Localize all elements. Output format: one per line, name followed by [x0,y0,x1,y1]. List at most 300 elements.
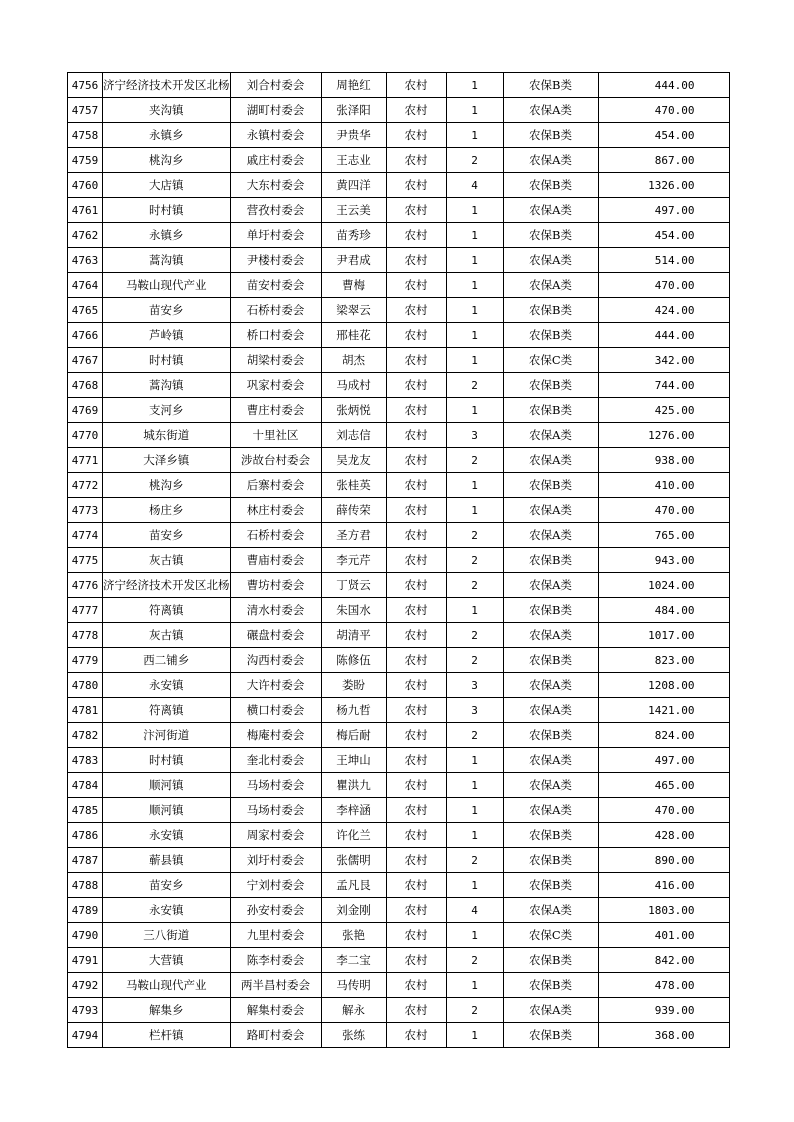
cell-row-number: 4769 [68,398,103,423]
cell-insurance-category: 农保A类 [503,523,598,548]
cell-amount: 368.00 [598,1023,729,1048]
data-table-container [67,72,730,1048]
cell-amount: 470.00 [598,798,729,823]
cell-village-committee: 梅庵村委会 [230,723,321,748]
table-row [68,323,730,348]
cell-recipient-name: 刘金刚 [321,898,386,923]
cell-amount: 1276.00 [598,423,729,448]
table-row [68,848,730,873]
cell-village-committee: 两半昌村委会 [230,973,321,998]
cell-amount: 1421.00 [598,698,729,723]
cell-village-committee: 永镇村委会 [230,123,321,148]
cell-family-size: 1 [446,248,503,273]
cell-recipient-name: 邢桂花 [321,323,386,348]
cell-insurance-category: 农保B类 [503,73,598,98]
cell-village-committee: 路町村委会 [230,1023,321,1048]
cell-row-number: 4774 [68,523,103,548]
cell-village-committee: 刘圩村委会 [230,848,321,873]
cell-recipient-name: 张练 [321,1023,386,1048]
table-row [68,98,730,123]
cell-household-type: 农村 [386,423,446,448]
cell-row-number: 4777 [68,598,103,623]
table-row [68,748,730,773]
cell-amount: 1803.00 [598,898,729,923]
cell-recipient-name: 张桂英 [321,473,386,498]
cell-family-size: 1 [446,98,503,123]
table-row [68,573,730,598]
table-row [68,398,730,423]
cell-recipient-name: 曹梅 [321,273,386,298]
cell-township [103,823,231,848]
cell-amount: 938.00 [598,448,729,473]
table-row [68,1023,730,1048]
cell-township [103,523,231,548]
township-text: 马鞍山现代产业 [126,278,207,292]
cell-village-committee: 曹坊村委会 [230,573,321,598]
township-text: 济宁经济技术开发区北杨 [103,578,230,592]
cell-family-size: 2 [446,548,503,573]
cell-insurance-category: 农保A类 [503,498,598,523]
township-text: 蕲县镇 [149,853,184,867]
cell-row-number: 4765 [68,298,103,323]
township-text: 顺河镇 [149,803,184,817]
township-text: 济宁经济技术开发区北杨 [103,78,230,92]
cell-family-size: 1 [446,348,503,373]
cell-township [103,798,231,823]
cell-recipient-name: 胡清平 [321,623,386,648]
cell-township [103,498,231,523]
cell-household-type: 农村 [386,898,446,923]
table-row [68,873,730,898]
township-text: 汴河街道 [143,728,190,742]
cell-amount: 401.00 [598,923,729,948]
cell-village-committee: 九里村委会 [230,923,321,948]
cell-insurance-category: 农保B类 [503,598,598,623]
cell-family-size: 2 [446,573,503,598]
table-row [68,648,730,673]
cell-household-type: 农村 [386,823,446,848]
cell-row-number: 4787 [68,848,103,873]
cell-row-number: 4763 [68,248,103,273]
cell-amount: 478.00 [598,973,729,998]
cell-household-type: 农村 [386,273,446,298]
township-text: 符离镇 [149,703,184,717]
township-text: 桃沟乡 [149,153,184,167]
cell-household-type: 农村 [386,623,446,648]
township-text: 顺河镇 [149,778,184,792]
cell-township [103,398,231,423]
table-row [68,298,730,323]
cell-township [103,223,231,248]
cell-insurance-category: 农保A类 [503,248,598,273]
table-row [68,348,730,373]
cell-township [103,298,231,323]
cell-township [103,373,231,398]
cell-insurance-category: 农保B类 [503,723,598,748]
cell-amount: 1017.00 [598,623,729,648]
cell-township [103,923,231,948]
cell-village-committee: 刘合村委会 [230,73,321,98]
township-text: 苗安乡 [149,878,184,892]
cell-township [103,848,231,873]
cell-household-type: 农村 [386,198,446,223]
cell-family-size: 1 [446,823,503,848]
cell-insurance-category: 农保B类 [503,648,598,673]
cell-amount: 444.00 [598,73,729,98]
table-body [68,73,730,1048]
cell-recipient-name: 娄盼 [321,673,386,698]
cell-recipient-name: 丁贤云 [321,573,386,598]
cell-township [103,748,231,773]
cell-village-committee: 巩家村委会 [230,373,321,398]
cell-village-committee: 横口村委会 [230,698,321,723]
cell-village-committee: 沟西村委会 [230,648,321,673]
cell-family-size: 1 [446,773,503,798]
cell-township [103,898,231,923]
township-text: 符离镇 [149,603,184,617]
cell-row-number: 4786 [68,823,103,848]
cell-recipient-name: 尹贵华 [321,123,386,148]
cell-insurance-category: 农保B类 [503,398,598,423]
cell-row-number: 4784 [68,773,103,798]
cell-village-committee: 戚庄村委会 [230,148,321,173]
table-row [68,173,730,198]
cell-township [103,123,231,148]
cell-row-number: 4791 [68,948,103,973]
cell-household-type: 农村 [386,73,446,98]
cell-family-size: 1 [446,323,503,348]
table-row [68,473,730,498]
cell-household-type: 农村 [386,523,446,548]
cell-row-number: 4778 [68,623,103,648]
cell-village-committee: 湖町村委会 [230,98,321,123]
township-text: 永安镇 [149,678,184,692]
cell-village-committee: 桥口村委会 [230,323,321,348]
table-row [68,223,730,248]
township-text: 支河乡 [149,403,184,417]
cell-insurance-category: 农保B类 [503,323,598,348]
cell-row-number: 4793 [68,998,103,1023]
cell-recipient-name: 李二宝 [321,948,386,973]
cell-row-number: 4757 [68,98,103,123]
cell-household-type: 农村 [386,748,446,773]
cell-township [103,248,231,273]
cell-family-size: 1 [446,798,503,823]
cell-family-size: 2 [446,448,503,473]
cell-township [103,773,231,798]
cell-family-size: 4 [446,898,503,923]
cell-recipient-name: 王坤山 [321,748,386,773]
cell-recipient-name: 马成村 [321,373,386,398]
cell-household-type: 农村 [386,373,446,398]
cell-recipient-name: 李梓涵 [321,798,386,823]
cell-insurance-category: 农保B类 [503,823,598,848]
cell-village-committee: 解集村委会 [230,998,321,1023]
township-text: 苗安乡 [149,303,184,317]
cell-recipient-name: 苗秀珍 [321,223,386,248]
cell-household-type: 农村 [386,148,446,173]
cell-insurance-category: 农保A类 [503,998,598,1023]
cell-recipient-name: 马传明 [321,973,386,998]
cell-insurance-category: 农保A类 [503,423,598,448]
cell-recipient-name: 梁翠云 [321,298,386,323]
cell-insurance-category: 农保A类 [503,798,598,823]
cell-household-type: 农村 [386,573,446,598]
township-text: 灰古镇 [149,553,184,567]
cell-village-committee: 十里社区 [230,423,321,448]
cell-family-size: 1 [446,1023,503,1048]
cell-recipient-name: 朱国水 [321,598,386,623]
cell-township [103,448,231,473]
cell-amount: 1326.00 [598,173,729,198]
cell-family-size: 1 [446,923,503,948]
cell-township [103,548,231,573]
cell-household-type: 农村 [386,648,446,673]
table-row [68,373,730,398]
cell-amount: 824.00 [598,723,729,748]
cell-insurance-category: 农保B类 [503,373,598,398]
cell-amount: 890.00 [598,848,729,873]
cell-township [103,473,231,498]
cell-village-committee: 苗安村委会 [230,273,321,298]
township-text: 大营镇 [149,953,184,967]
cell-insurance-category: 农保B类 [503,873,598,898]
cell-amount: 454.00 [598,223,729,248]
cell-recipient-name: 张炳悦 [321,398,386,423]
cell-row-number: 4764 [68,273,103,298]
table-row [68,998,730,1023]
cell-family-size: 2 [446,373,503,398]
cell-recipient-name: 许化兰 [321,823,386,848]
cell-household-type: 农村 [386,498,446,523]
cell-family-size: 1 [446,873,503,898]
township-text: 永镇乡 [149,228,184,242]
cell-row-number: 4790 [68,923,103,948]
cell-amount: 1024.00 [598,573,729,598]
table-row [68,248,730,273]
cell-family-size: 3 [446,698,503,723]
cell-row-number: 4762 [68,223,103,248]
cell-village-committee: 后寨村委会 [230,473,321,498]
cell-township [103,998,231,1023]
cell-household-type: 农村 [386,673,446,698]
cell-village-committee: 宁刘村委会 [230,873,321,898]
cell-household-type: 农村 [386,723,446,748]
cell-row-number: 4789 [68,898,103,923]
township-text: 杨庄乡 [149,503,184,517]
table-row [68,698,730,723]
cell-row-number: 4766 [68,323,103,348]
cell-village-committee: 周家村委会 [230,823,321,848]
cell-insurance-category: 农保A类 [503,748,598,773]
table-row [68,523,730,548]
cell-amount: 342.00 [598,348,729,373]
cell-township [103,948,231,973]
cell-recipient-name: 张儒明 [321,848,386,873]
cell-amount: 484.00 [598,598,729,623]
cell-village-committee: 清水村委会 [230,598,321,623]
township-text: 时村镇 [149,753,184,767]
table-row [68,448,730,473]
cell-township [103,698,231,723]
cell-recipient-name: 李元芹 [321,548,386,573]
cell-household-type: 农村 [386,548,446,573]
cell-township [103,73,231,98]
cell-household-type: 农村 [386,998,446,1023]
cell-insurance-category: 农保C类 [503,923,598,948]
cell-amount: 470.00 [598,498,729,523]
table-row [68,973,730,998]
cell-row-number: 4780 [68,673,103,698]
cell-village-committee: 大许村委会 [230,673,321,698]
cell-township [103,98,231,123]
cell-recipient-name: 圣方君 [321,523,386,548]
cell-family-size: 1 [446,198,503,223]
cell-family-size: 3 [446,673,503,698]
township-text: 桃沟乡 [149,478,184,492]
cell-row-number: 4770 [68,423,103,448]
cell-village-committee: 奎北村委会 [230,748,321,773]
cell-row-number: 4759 [68,148,103,173]
table-row [68,798,730,823]
cell-household-type: 农村 [386,248,446,273]
cell-recipient-name: 王云美 [321,198,386,223]
cell-village-committee: 林庄村委会 [230,498,321,523]
cell-recipient-name: 尹君成 [321,248,386,273]
cell-amount: 514.00 [598,248,729,273]
cell-household-type: 农村 [386,473,446,498]
cell-village-committee: 石桥村委会 [230,523,321,548]
cell-household-type: 农村 [386,1023,446,1048]
cell-family-size: 1 [446,398,503,423]
cell-row-number: 4767 [68,348,103,373]
cell-amount: 939.00 [598,998,729,1023]
cell-recipient-name: 张艳 [321,923,386,948]
cell-row-number: 4756 [68,73,103,98]
cell-insurance-category: 农保A类 [503,98,598,123]
cell-amount: 497.00 [598,748,729,773]
cell-recipient-name: 王志业 [321,148,386,173]
cell-row-number: 4794 [68,1023,103,1048]
cell-amount: 867.00 [598,148,729,173]
cell-insurance-category: 农保B类 [503,223,598,248]
cell-township [103,423,231,448]
cell-family-size: 2 [446,623,503,648]
cell-family-size: 1 [446,273,503,298]
cell-insurance-category: 农保B类 [503,298,598,323]
cell-insurance-category: 农保B类 [503,948,598,973]
table-row [68,673,730,698]
cell-row-number: 4761 [68,198,103,223]
township-text: 苗安乡 [149,528,184,542]
cell-row-number: 4768 [68,373,103,398]
cell-amount: 842.00 [598,948,729,973]
cell-amount: 424.00 [598,298,729,323]
cell-village-committee: 曹庄村委会 [230,398,321,423]
cell-household-type: 农村 [386,873,446,898]
township-text: 蒿沟镇 [149,378,184,392]
township-text: 蒿沟镇 [149,253,184,267]
township-text: 解集乡 [149,1003,184,1017]
cell-village-committee: 单圩村委会 [230,223,321,248]
cell-recipient-name: 周艳红 [321,73,386,98]
cell-household-type: 农村 [386,948,446,973]
cell-insurance-category: 农保A类 [503,673,598,698]
cell-amount: 470.00 [598,273,729,298]
township-text: 大店镇 [149,178,184,192]
cell-amount: 444.00 [598,323,729,348]
cell-amount: 428.00 [598,823,729,848]
cell-amount: 470.00 [598,98,729,123]
cell-insurance-category: 农保A类 [503,773,598,798]
cell-township [103,323,231,348]
cell-family-size: 1 [446,123,503,148]
cell-row-number: 4771 [68,448,103,473]
cell-family-size: 2 [446,998,503,1023]
cell-amount: 425.00 [598,398,729,423]
cell-insurance-category: 农保C类 [503,348,598,373]
cell-family-size: 2 [446,648,503,673]
cell-township [103,1023,231,1048]
township-text: 时村镇 [149,203,184,217]
cell-row-number: 4775 [68,548,103,573]
cell-recipient-name: 解永 [321,998,386,1023]
cell-recipient-name: 陈修伍 [321,648,386,673]
table-row [68,423,730,448]
cell-household-type: 农村 [386,173,446,198]
cell-amount: 765.00 [598,523,729,548]
cell-insurance-category: 农保A类 [503,623,598,648]
township-text: 城东街道 [143,428,190,442]
cell-row-number: 4782 [68,723,103,748]
cell-village-committee: 马场村委会 [230,798,321,823]
cell-insurance-category: 农保A类 [503,273,598,298]
cell-family-size: 2 [446,723,503,748]
table-row [68,823,730,848]
cell-recipient-name: 吴龙友 [321,448,386,473]
cell-amount: 823.00 [598,648,729,673]
cell-family-size: 2 [446,948,503,973]
cell-row-number: 4773 [68,498,103,523]
cell-recipient-name: 刘志信 [321,423,386,448]
township-text: 永镇乡 [149,128,184,142]
cell-household-type: 农村 [386,848,446,873]
cell-household-type: 农村 [386,323,446,348]
cell-household-type: 农村 [386,448,446,473]
cell-row-number: 4788 [68,873,103,898]
table-row [68,198,730,223]
cell-township [103,273,231,298]
table-row [68,123,730,148]
table-row [68,948,730,973]
table-row [68,548,730,573]
cell-family-size: 1 [446,973,503,998]
cell-recipient-name: 黄四洋 [321,173,386,198]
cell-amount: 1208.00 [598,673,729,698]
cell-insurance-category: 农保B类 [503,173,598,198]
table-row [68,273,730,298]
cell-household-type: 农村 [386,973,446,998]
cell-insurance-category: 农保A类 [503,198,598,223]
cell-family-size: 1 [446,473,503,498]
cell-amount: 410.00 [598,473,729,498]
table-row [68,148,730,173]
cell-household-type: 农村 [386,798,446,823]
cell-row-number: 4776 [68,573,103,598]
cell-row-number: 4783 [68,748,103,773]
cell-village-committee: 碾盘村委会 [230,623,321,648]
cell-row-number: 4758 [68,123,103,148]
